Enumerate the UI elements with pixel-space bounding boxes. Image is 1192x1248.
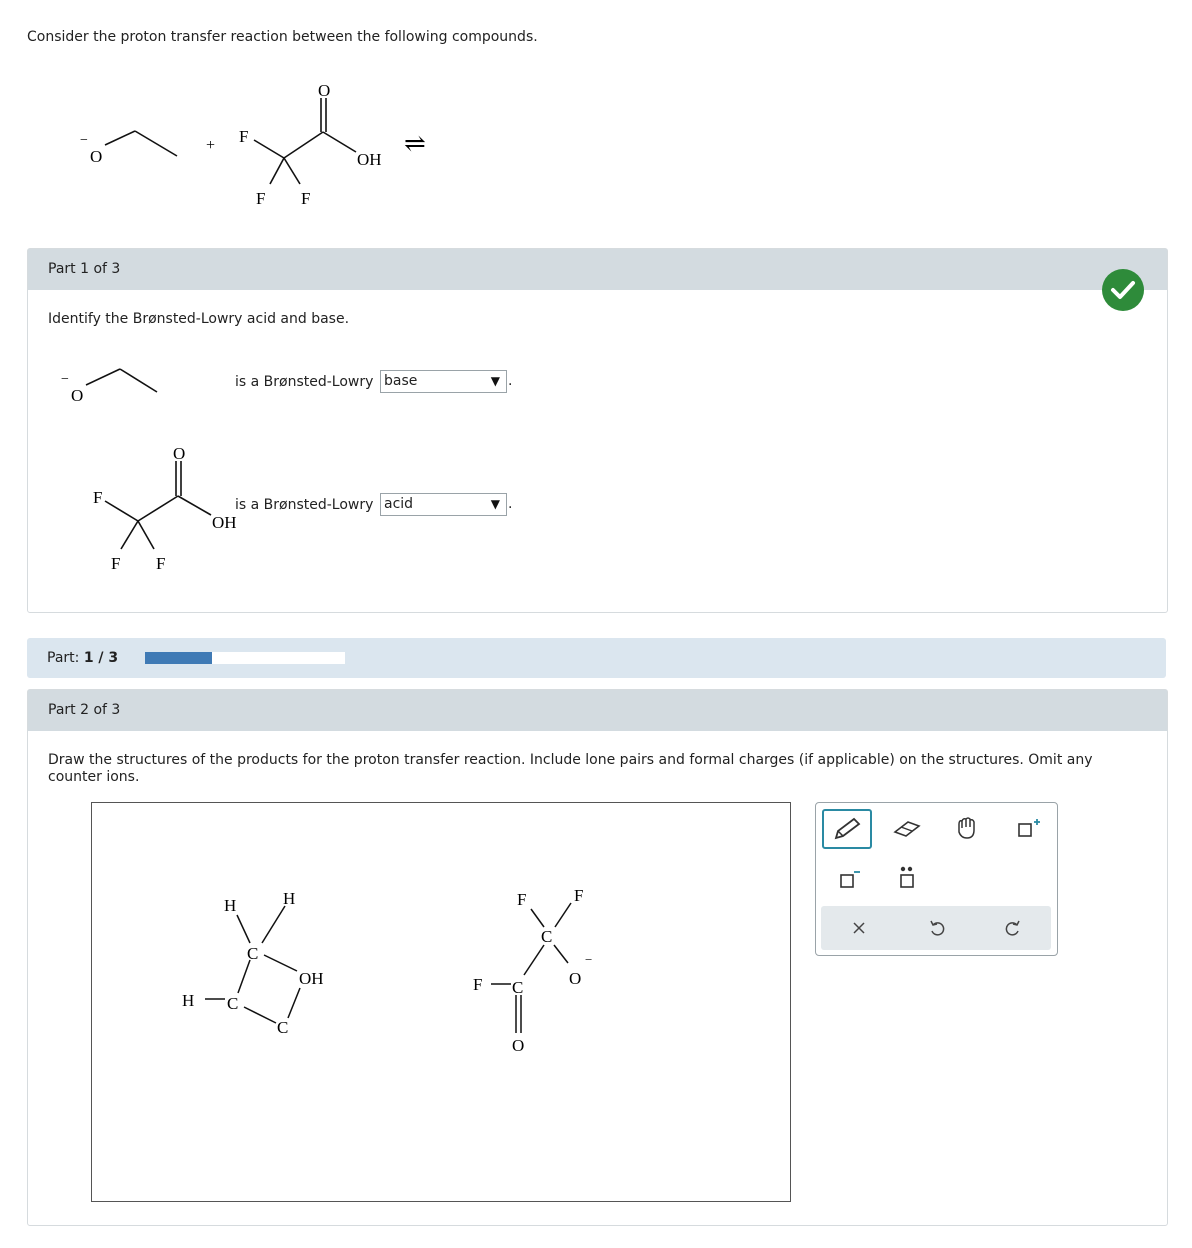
p2-o: O [512,1036,525,1055]
p2-c2: C [512,978,524,997]
dropdown-arrow-icon: ▼ [490,374,500,388]
p2-f3: F [473,975,483,994]
ethoxide-o: O [90,147,103,166]
progress-track [145,652,345,664]
negative-charge-icon [833,865,861,891]
p1-h3: H [182,991,195,1010]
row1-text: is a Brønsted-Lowry [235,374,374,390]
correct-check-icon [1102,269,1144,311]
hand-icon [953,816,981,842]
p2-o-anion: O [569,969,582,988]
positive-charge-icon [1013,816,1041,842]
row2-dropdown-value: acid [384,496,414,512]
negative-charge-tool[interactable] [822,858,872,898]
tfa-o: O [318,81,331,100]
clear-button[interactable] [834,908,884,948]
reaction-scheme [60,70,460,220]
p1-oh: OH [299,969,324,988]
hand-tool[interactable] [942,809,992,849]
svg-text:F: F [156,554,166,573]
redo-button[interactable] [988,908,1038,948]
p2-charge: − [585,952,593,967]
row1-dropdown-value: base [384,373,418,389]
undo-button[interactable] [912,908,962,948]
drawing-toolbox [815,802,1058,956]
progress-fill [145,652,212,664]
svg-text:O: O [71,386,84,405]
dropdown-arrow-icon: ▼ [490,497,500,511]
intro-text: Consider the proton transfer reaction between the following compounds. [27,29,538,45]
part1-prompt: Identify the Brønsted-Lowry acid and base. [48,311,350,327]
redo-icon [1004,919,1022,937]
row1-ethoxide [53,359,193,409]
p2-f1: F [517,890,527,909]
p1-c2: C [227,994,239,1013]
eraser-tool[interactable] [882,809,932,849]
tfa-f2: F [256,189,266,208]
part1-header: Part 1 of 3 [28,249,1167,290]
row1-period: . [508,373,513,389]
progress-value: 1 / 3 [83,650,119,666]
lone-pair-icon [893,864,921,892]
clear-icon [851,920,867,936]
tfa-f1: F [239,127,249,146]
tfa-structure [254,98,356,184]
svg-text:F: F [111,554,121,573]
tfa-oh: OH [357,150,382,169]
progress-bar [27,638,1166,678]
p2-f2: F [574,886,584,905]
svg-text:OH: OH [212,513,237,532]
drawing-canvas[interactable] [91,802,791,1202]
row2-tfa [53,439,253,574]
row2-period: . [508,496,513,512]
product-structures [92,803,790,1201]
lone-pair-tool[interactable] [882,858,932,898]
row1-dropdown[interactable] [380,370,507,393]
part2-header: Part 2 of 3 [28,690,1167,731]
progress-label: Part: 1 / 3 [47,650,119,666]
positive-charge-tool[interactable] [1002,809,1052,849]
pencil-tool[interactable] [822,809,872,849]
equilibrium-arrow: ⇌ [404,129,426,158]
p1-c1: C [247,944,259,963]
p2-c1: C [541,927,553,946]
p1-h2: H [283,889,296,908]
svg-text:−: − [61,372,69,387]
svg-text:O: O [173,444,186,463]
p1-c3: C [277,1018,289,1037]
svg-text:F: F [93,488,103,507]
ethoxide-charge: − [80,133,88,148]
tfa-f3: F [301,189,311,208]
row2-dropdown[interactable] [380,493,507,516]
part1-panel [27,248,1168,613]
p1-h1: H [224,896,237,915]
undo-icon [928,919,946,937]
eraser-icon [892,817,922,841]
plus-sign: + [206,137,216,154]
pencil-icon [832,816,862,842]
row2-text: is a Brønsted-Lowry [235,497,374,513]
ethoxide-structure [105,131,177,156]
part2-prompt: Draw the structures of the products for the proton transfer reaction. Include lone pairs and formal charges (if applicable) on the structures. Omit any counter ions. [48,752,1093,785]
action-row [821,906,1051,950]
